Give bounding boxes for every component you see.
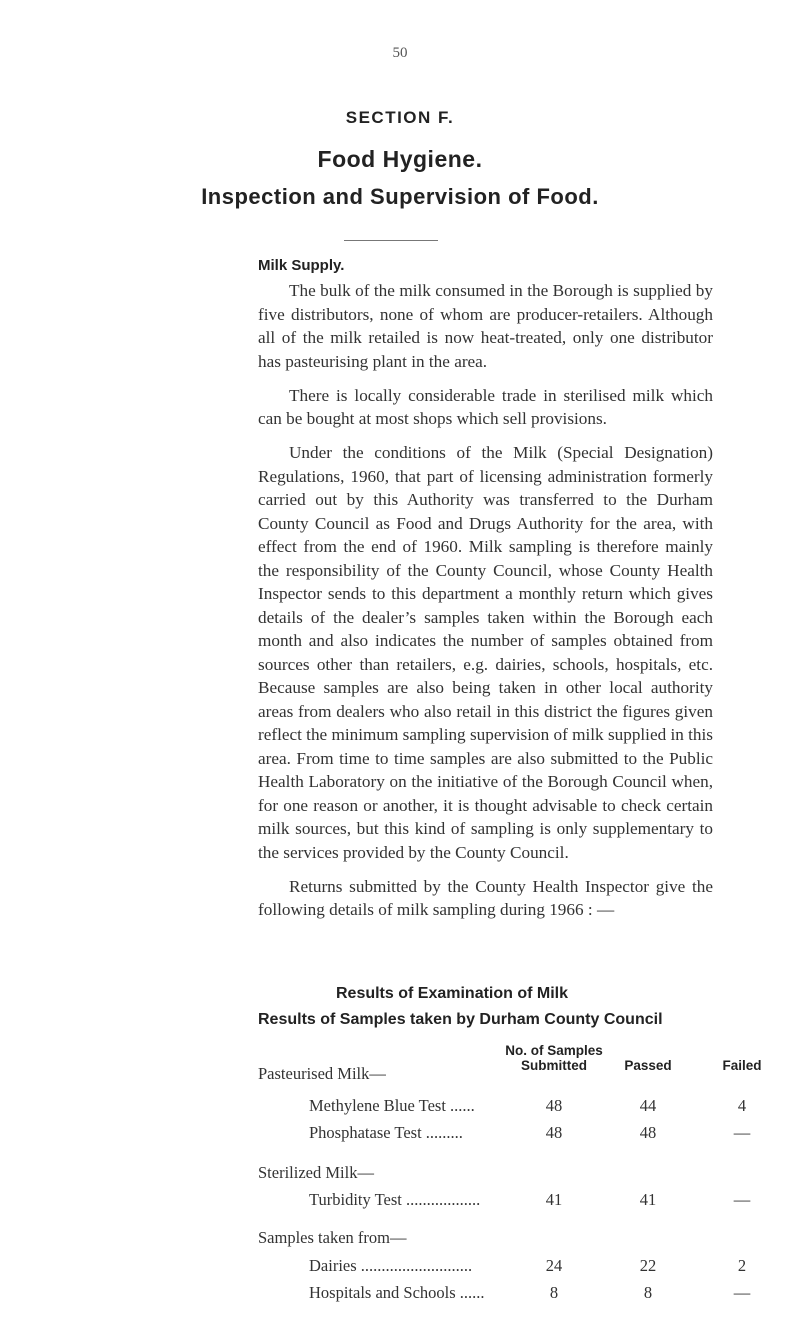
table-cell-failed: — — [733, 1123, 751, 1142]
body-text — [258, 279, 713, 932]
table-cell-failed: 2 — [737, 1256, 747, 1275]
table-row-label: Turbidity Test .................. — [309, 1190, 481, 1209]
table-row-label: Hospitals and Schools ...... — [309, 1283, 485, 1302]
table-cell-passed: 44 — [639, 1096, 657, 1115]
paragraph: There is locally considerable trade in sterilised milk which can be bought at most shops which sell provisions. — [258, 385, 713, 428]
table-cell-passed: 22 — [639, 1256, 657, 1275]
paragraph: The bulk of the milk consumed in the Borough is supplied by five distributors, none of whom are producer-retailers. Although all of the milk retailed is now heat-treated, only one distributor has pasteurising plant in the area. — [258, 281, 713, 371]
page-number: 50 — [392, 45, 408, 61]
column-header-passed: Passed — [624, 1058, 672, 1073]
column-header-failed: Failed — [722, 1058, 762, 1073]
table-cell-passed: 48 — [639, 1123, 657, 1142]
column-header-submitted: No. of Samples Submitted — [505, 1043, 603, 1073]
table-cell-failed: 4 — [737, 1096, 747, 1115]
table-row-label: Methylene Blue Test ...... — [309, 1096, 475, 1115]
section-title: SECTION F. — [345, 108, 455, 127]
table-cell-failed: — — [733, 1283, 751, 1302]
group-label-pasteurised: Pasteurised Milk— — [258, 1064, 386, 1083]
paragraph: Under the conditions of the Milk (Special Designation) Regulations, 1960, that part of licensing administration formerly carried out by this Authority was transferred to the Durham County Council as Food and Drugs Authority for the area, with effect from the end of 1960. Milk sampling is therefore mainly the responsibility of the County Council, whose County Health Inspector sends to this department a monthly return which gives details of the dealer’s samples taken within the Borough each month and also indicates the number of samples obtained from sources other than retailers, e.g. dairies, schools, hospitals, etc. Because samples are also being taken in other local authority areas from dealers who also retail in this district the figures given reflect the minimum sampling supervision of milk supplied in this area. From time to time samples are also submitted to the Public Health Laboratory on the initiative of the Borough Council when, for one reason or another, it is thought advisable to check certain milk sources, but this kind of sampling is only supplementary to the services provided by the County Council. — [258, 443, 713, 862]
table-row-label: Dairies ........................... — [309, 1256, 473, 1275]
table-cell-submitted: 48 — [545, 1096, 563, 1115]
table-cell-failed: — — [733, 1190, 751, 1209]
heading-inspection: Inspection and Supervision of Food. — [201, 184, 599, 209]
table-cell-submitted: 41 — [545, 1190, 563, 1209]
table-row-label: Phosphatase Test ......... — [309, 1123, 463, 1142]
subheading-milk-supply: Milk Supply. — [258, 257, 345, 274]
results-title: Results of Examination of Milk — [335, 985, 569, 1002]
paragraph: Returns submitted by the County Health Inspector give the following details of milk sampling during 1966 : — — [258, 876, 713, 919]
table-cell-submitted: 24 — [545, 1256, 563, 1275]
table-cell-passed: 41 — [639, 1190, 657, 1209]
divider — [344, 240, 438, 241]
table-cell-submitted: 48 — [545, 1123, 563, 1142]
table-cell-submitted: 8 — [549, 1283, 559, 1302]
heading-food-hygiene: Food Hygiene. — [317, 146, 483, 172]
group-label-samples-from: Samples taken from— — [258, 1228, 407, 1247]
table-cell-passed: 8 — [643, 1283, 653, 1302]
results-subtitle: Results of Samples taken by Durham County Council — [258, 1011, 663, 1028]
group-label-sterilized: Sterilized Milk— — [258, 1163, 374, 1182]
